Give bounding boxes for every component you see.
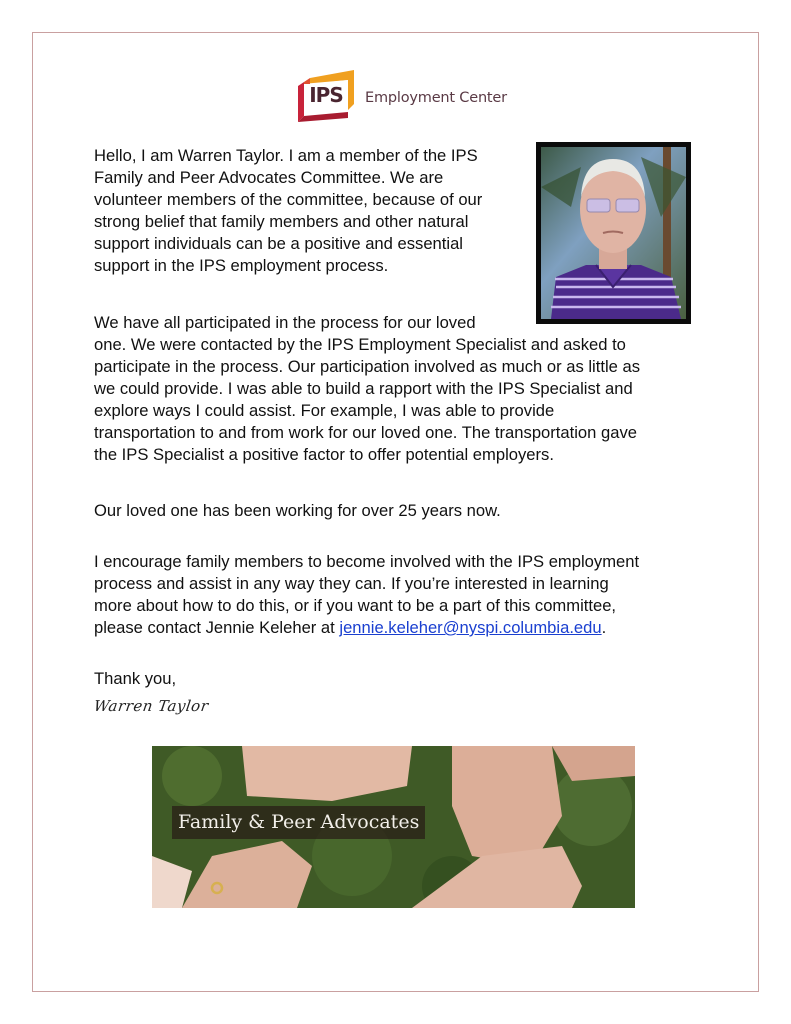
text-line: transportation to and from work for our loved one. The transportation gave bbox=[94, 423, 637, 442]
text-line: participate in the process. Our participation involved as much or as little as bbox=[94, 357, 641, 376]
text-line: I encourage family members to become involved with the IPS employment bbox=[94, 552, 640, 571]
text-line: explore ways I could assist. For example, I was able to provide bbox=[94, 401, 555, 420]
text-line: support individuals can be a positive and essential bbox=[94, 234, 463, 253]
family-peer-advocates-banner bbox=[152, 746, 635, 908]
text-line: more about how to do this, or if you want to be a part of this committee, bbox=[94, 596, 617, 615]
contact-line bbox=[94, 617, 606, 639]
text-line: the IPS Specialist a positive factor to offer potential employers. bbox=[94, 445, 554, 464]
signature: Warren Taylor bbox=[92, 697, 210, 715]
closing: Thank you, bbox=[94, 669, 177, 688]
text-line: strong belief that family members and other natural bbox=[94, 212, 469, 231]
text-line: volunteer members of the committee, because of our bbox=[94, 190, 483, 209]
portrait-image bbox=[541, 147, 686, 319]
ips-logo bbox=[296, 68, 506, 124]
text-line: We have all participated in the process for our loved bbox=[94, 313, 476, 332]
text-line: one. We were contacted by the IPS Employment Specialist and asked to bbox=[94, 335, 626, 354]
text-line: we could provide. I was able to build a rapport with the IPS Specialist and bbox=[94, 379, 633, 398]
banner-title: Family & Peer Advocates bbox=[172, 806, 425, 839]
text-line: process and assist in any way they can. If you’re interested in learning bbox=[94, 574, 609, 593]
logo-name: Employment Center bbox=[365, 90, 507, 106]
working-years-line: Our loved one has been working for over 25 years now. bbox=[94, 501, 501, 520]
logo-ips-text: IPS bbox=[309, 83, 343, 107]
contact-suffix: . bbox=[601, 618, 607, 637]
text-line: Family and Peer Advocates Committee. We are bbox=[94, 168, 444, 187]
text-line: Hello, I am Warren Taylor. I am a member of the IPS bbox=[94, 146, 478, 165]
contact-prefix: please contact Jennie Keleher at bbox=[94, 618, 340, 637]
text-line: support in the IPS employment process. bbox=[94, 256, 389, 275]
portrait-photo bbox=[536, 142, 691, 324]
contact-email-link[interactable]: jennie.keleher@nyspi.columbia.edu bbox=[339, 618, 602, 637]
